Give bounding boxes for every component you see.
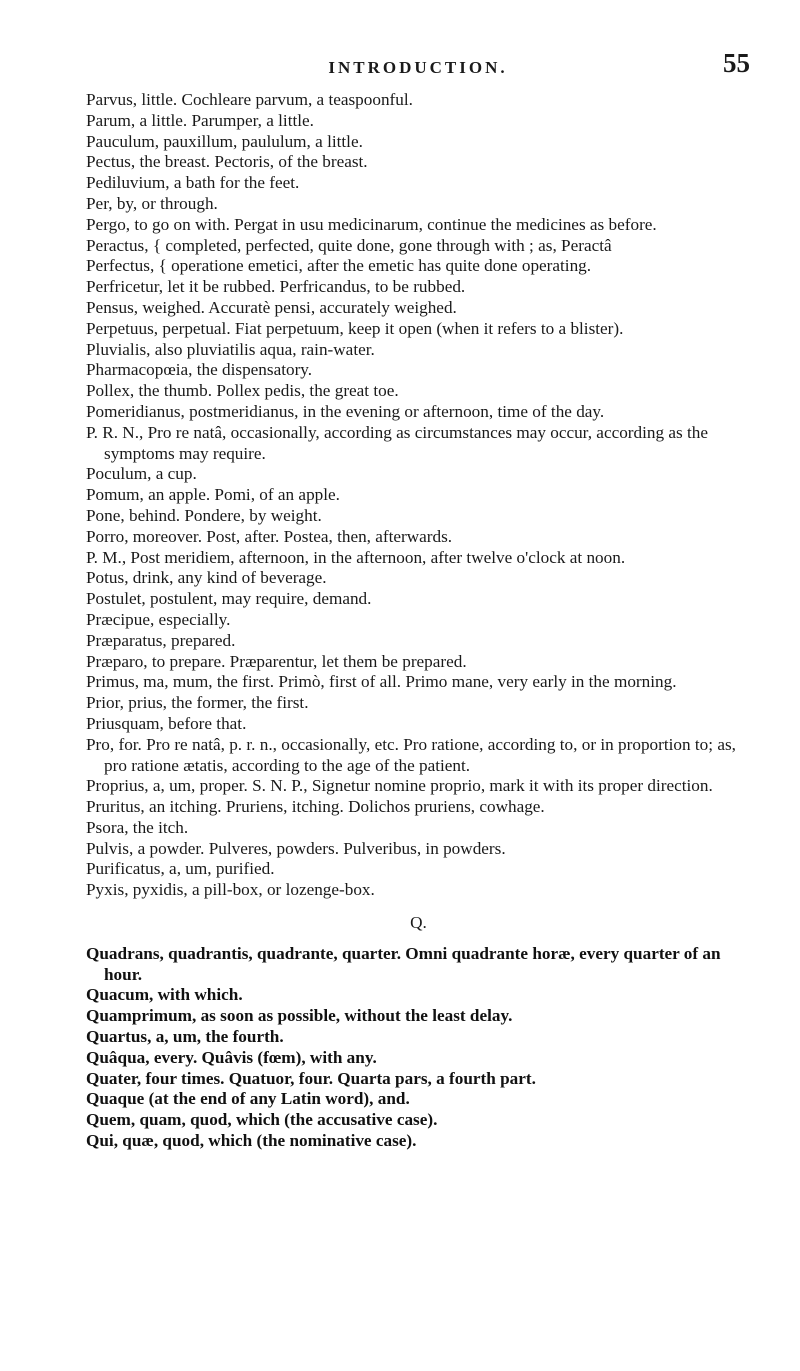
glossary-entry: Pediluvium, a bath for the feet. (86, 173, 300, 193)
glossary-body (86, 90, 751, 1152)
glossary-entry: Pro, for. Pro re natâ, p. r. n., occasionally, etc. Pro ratione, according to, or in proportion to; as, pro ratione ætatis, according to the age of the patient. (86, 734, 736, 775)
glossary-entry: Per, by, or through. (86, 193, 218, 213)
page-header (86, 48, 750, 88)
glossary-entry: Parvus, little. Cochleare parvum, a teaspoonful. (86, 90, 413, 109)
glossary-entry: Pyxis, pyxidis, a pill-box, or lozenge-box. (86, 880, 375, 900)
glossary-entry: Quaque (at the end of any Latin word), and. (86, 1089, 410, 1109)
glossary-entry: Postulet, postulent, may require, demand. (86, 589, 372, 609)
glossary-entry: Præparatus, prepared. (86, 630, 236, 650)
glossary-entry: Pharmacopœia, the dispensatory. (86, 360, 313, 380)
glossary-entry: Parum, a little. Parumper, a little. (86, 110, 314, 130)
glossary-entry: Peractus, { completed, perfected, quite done, gone through with ; as, Peractâ (86, 235, 612, 255)
glossary-entry: Pomum, an apple. Pomi, of an apple. (86, 485, 340, 505)
glossary-entry: Proprius, a, um, proper. S. N. P., Signetur nomine proprio, mark it with its proper direction. (86, 776, 713, 796)
glossary-entry: Porro, moreover. Post, after. Postea, then, afterwards. (86, 526, 453, 546)
glossary-entry: Quâqua, every. Quâvis (fœm), with any. (86, 1047, 377, 1067)
glossary-entry: Pollex, the thumb. Pollex pedis, the great toe. (86, 381, 399, 401)
glossary-entry: Primus, ma, mum, the first. Primò, first of all. Primo mane, very early in the morning. (86, 672, 677, 692)
glossary-entry: Pulvis, a powder. Pulveres, powders. Pulveribus, in powders. (86, 838, 506, 858)
glossary-entry: Potus, drink, any kind of beverage. (86, 568, 327, 588)
glossary-entry: Psora, the itch. (86, 817, 189, 837)
glossary-entry: Quadrans, quadrantis, quadrante, quarter. Omni quadrante horæ, every quarter of an hour. (86, 943, 721, 984)
glossary-entry: Quartus, a, um, the fourth. (86, 1027, 284, 1047)
glossary-entry: Pruritus, an itching. Pruriens, itching. Dolichos pruriens, cowhage. (86, 797, 545, 817)
page-number: 55 (723, 48, 750, 78)
glossary-entry: Quacum, with which. (86, 985, 243, 1005)
glossary-entry: Poculum, a cup. (86, 464, 197, 484)
section-letter-heading: Q. (410, 913, 427, 933)
glossary-entry: Pensus, weighed. Accuratè pensi, accurately weighed. (86, 297, 457, 317)
glossary-entry: Præcipue, especially. (86, 609, 231, 629)
glossary-entry: Priusquam, before that. (86, 713, 247, 733)
glossary-entry: Pauculum, pauxillum, paululum, a little. (86, 131, 363, 151)
glossary-entry: Qui, quæ, quod, which (the nominative case). (86, 1131, 417, 1151)
glossary-entry: Pone, behind. Pondere, by weight. (86, 505, 322, 525)
glossary-entry: Perpetuus, perpetual. Fiat perpetuum, keep it open (when it refers to a blister). (86, 318, 624, 338)
glossary-entry: Quem, quam, quod, which (the accusative case). (86, 1110, 438, 1130)
glossary-entry: Purificatus, a, um, purified. (86, 859, 275, 879)
running-head: INTRODUCTION. (328, 58, 508, 77)
glossary-entry: Pergo, to go on with. Pergat in usu medicinarum, continue the medicines as before. (86, 214, 657, 234)
glossary-entry: Quater, four times. Quatuor, four. Quarta pars, a fourth part. (86, 1068, 536, 1088)
glossary-entry: Perfricetur, let it be rubbed. Perfricandus, to be rubbed. (86, 277, 466, 297)
glossary-entry: Quamprimum, as soon as possible, without the least delay. (86, 1006, 513, 1026)
glossary-entry: Perfectus, { operatione emetici, after the emetic has quite done operating. (86, 256, 592, 276)
glossary-entry: P. M., Post meridiem, afternoon, in the afternoon, after twelve o'clock at noon. (86, 547, 626, 567)
glossary-entry: Præparo, to prepare. Præparentur, let them be prepared. (86, 651, 467, 671)
glossary-entry: Pluvialis, also pluviatilis aqua, rain-water. (86, 339, 375, 359)
glossary-entry: Pomeridianus, postmeridianus, in the evening or afternoon, time of the day. (86, 401, 605, 421)
glossary-entry: P. R. N., Pro re natâ, occasionally, according as circumstances may occur, according as the symptoms may require. (86, 422, 708, 463)
glossary-entry: Prior, prius, the former, the first. (86, 693, 309, 713)
glossary-entry: Pectus, the breast. Pectoris, of the breast. (86, 152, 368, 172)
